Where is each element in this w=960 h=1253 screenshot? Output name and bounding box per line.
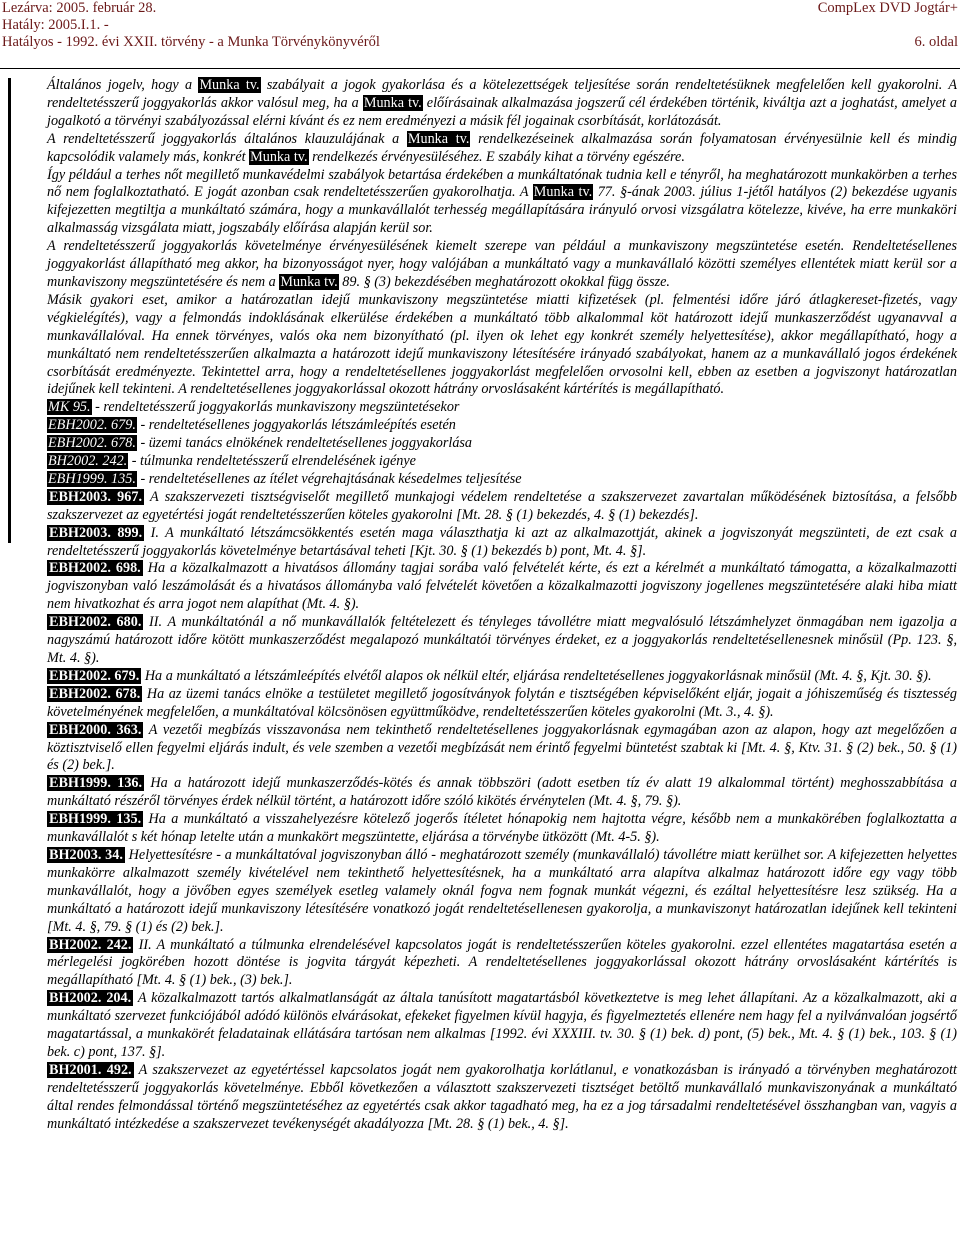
related-reference-text: - üzemi tanács elnökének rendeltetésellenes joggyakorlása xyxy=(136,435,473,452)
case-law-item xyxy=(47,560,957,614)
case-law-item xyxy=(47,811,957,847)
case-reference-link[interactable]: EBH2000. 363. xyxy=(49,721,142,738)
related-reference-link[interactable]: MK 95. xyxy=(48,399,91,416)
commentary-text: szabályait a jogok gyakorlása és a kötelezettségek teljesítése során rendeltetésüknek megfelelően kell gyakorolni. A rendeltetésszerű joggyakorlás akkor valósul meg, ha a xyxy=(47,77,957,111)
case-reference-link[interactable]: EBH2003. 967. xyxy=(49,488,142,505)
page-header xyxy=(0,0,960,68)
document-body xyxy=(47,77,957,1133)
case-summary-text: A szakszervezet az egyetértéssel kapcsolatos jogát nem gyakorolhatja korlátlanul, e vonatkozásban is irányadó a törvényben meghatározott rendeltetésszerű joggyakorlás követelménye. Ebből következően a választott szakszervezeti tisztséget betöltő munkavállaló munkaviszonyának a munkáltató által rendes felmondással történő megszüntetéséhez az egyetértés csak akkor tagadható meg, ha ez a jog társadalmi rendeltetésével összhangban van, vagyis a munkáltató intézkedése a szakszervezet tevékenységét akadályozza [Mt. 28. § (1) bek., 4. §]. xyxy=(47,1061,958,1132)
document-title: Hatályos - 1992. évi XXII. törvény - a Munka Törvénykönyvéről xyxy=(2,34,380,50)
case-reference-link[interactable]: EBH1999. 136. xyxy=(49,775,143,792)
case-summary-text: A szakszervezeti tisztségviselőt megillető munkajogi védelem rendeltetése a szakszervezet zavartalan működésének biztosítása, a felsőbb szakszervezet az egyetértési jogát rendeltetésszerűen köteles gyakorolni [Mt. 28. § (1) bekezdés, 4. § (1) bekezdés]. xyxy=(47,488,957,523)
case-law-item xyxy=(47,847,957,937)
related-reference-text: - rendeltetésszerű joggyakorlás munkaviszony megszüntetésekor xyxy=(91,399,460,416)
commentary-paragraph xyxy=(47,77,957,131)
related-reference-item xyxy=(47,417,957,435)
law-reference-link[interactable]: Munka tv. xyxy=(250,148,308,165)
case-law-item xyxy=(47,668,957,686)
case-summary-text: A vezetői megbízás visszavonása nem tekinthető rendeltetésellenes joggyakorlásnak egymagában azon az alapon, hogy azt megelőzően a köztisztviselő ellen fegyelmi eljárás indult, és vele szemben a vezetői megbízását nem érintő fegyelmi büntetést szabtak ki [Mt. 4. §, Ktv. 31. § (2) bek., 50. § (1) és (2) bek.]. xyxy=(47,721,957,774)
case-reference-link[interactable]: EBH2002. 698. xyxy=(49,560,141,577)
case-summary-text: Ha a munkáltató a létszámleépítés elvétől alapos ok nélkül eltér, eljárása rendeltetésellenes joggyakorlásnak minősül (Mt. 4. §, Kjt. 30. §). xyxy=(141,667,932,684)
commentary-section xyxy=(47,77,957,399)
related-reference-item xyxy=(47,471,957,489)
case-summary-text: Ha a közalkalmazott a hivatásos állomány tagjai sorába való felvételét kérte, és ezt a kérelmét a munkáltató támogatta, a közalkalmazotti jogviszonyban való leszámolását és a hivatásos állományba való felvételét követően a közalkalmazotti jogviszony jogellenes megszüntetésére alaki hiba miatt nem hivatkozhat és arra jogot nem alapíthat (Mt. 4. §). xyxy=(47,560,957,613)
related-reference-link[interactable]: EBH2002. 679. xyxy=(48,417,136,434)
effective-date: Hatály: 2005.I.1. - xyxy=(2,17,109,33)
commentary-text: A rendeltetésszerű joggyakorlás általános klauzulájának a xyxy=(47,130,407,147)
commentary-paragraph xyxy=(47,167,957,239)
case-law-item xyxy=(47,525,957,561)
case-law-item xyxy=(47,1062,957,1134)
case-summary-text: I. A munkáltató létszámcsökkentés esetén maga választhatja ki azt az alkalmazottját, akinek a jogviszonyát megszünteti, de ezt csak a rendeltetésszerű joggyakorlás követelménye betartásával teheti [Kjt. 30. § (1) bekezdés b) pont, Mt. 4. §]. xyxy=(47,524,957,559)
change-bar xyxy=(8,78,11,543)
related-reference-text: - túlmunka rendeltetésszerű elrendelésének igénye xyxy=(128,453,416,470)
related-reference-link[interactable]: BH2002. 242. xyxy=(48,453,128,470)
law-reference-link[interactable]: Munka tv. xyxy=(199,77,260,93)
case-law-item xyxy=(47,990,957,1062)
case-reference-link[interactable]: EBH2002. 679. xyxy=(49,667,140,684)
related-reference-item xyxy=(47,399,957,417)
case-summary-text: Ha a munkáltató a visszahelyezésre kötelező jogerős ítéletet hónapokig nem hajtotta végre, később nem a munkakörében foglalkoztatta a munkavállalót s két hónap letelte után a munkakört megszüntette, eljárása a törvénybe ütközött (Mt. 4-5. §). xyxy=(47,811,957,846)
case-summary-text: II. A munkáltatónál a nő munkavállalók feltételezett és tényleges távollétre miatt megvalósuló létszámhelyzet önmagában nem igazolja a nagyszámú határozott időre kötött munkaszerződést megalapozó munkáltatói törvényes érdeket, ez a joggyakorlás rendeltetésellenesnek minősül (Pp. 123. §, Mt. 4. §). xyxy=(47,614,957,666)
case-law-item xyxy=(47,686,957,722)
case-law-item xyxy=(47,614,957,668)
case-law-item xyxy=(47,489,957,525)
case-reference-link[interactable]: BH2002. 204. xyxy=(49,990,132,1007)
case-law-list xyxy=(47,489,957,1134)
case-reference-link[interactable]: EBH2003. 899. xyxy=(49,524,143,541)
product-name: CompLex DVD Jogtár+ xyxy=(817,0,958,16)
law-reference-link[interactable]: Munka tv. xyxy=(280,273,338,290)
related-references xyxy=(47,399,957,489)
case-reference-link[interactable]: BH2002. 242. xyxy=(49,936,132,953)
case-summary-text: Ha az üzemi tanács elnöke a testületet megillető jogosítványok folytán e tisztségében képviselőként eljár, jogait a jóhiszeműség és tisztesség követelményének megfelelően, a munkáltatóval kölcsönösen együttműködve, rendeltetésszerűen köteles gyakorolni (Mt. 3., 4. §). xyxy=(47,685,957,720)
related-reference-item xyxy=(47,453,957,471)
commentary-paragraph xyxy=(47,238,957,292)
commentary-text: 77. §-ának 2003. július 1-jétől hatályos (2) bekezdése ugyanis kifejezetten megtiltja a munkáltató számára, hogy a munkavállalót terhesség megállapítására irányuló orvosi vizsgálatra kötelezze, kivéve, ha erre munkaköri alkalmasság vizsgálata miatt, jogszabály előírása alapján kerül sor. xyxy=(47,184,958,237)
case-reference-link[interactable]: EBH1999. 135. xyxy=(49,811,142,828)
commentary-text: Általános jogelv, hogy a xyxy=(47,77,199,93)
related-reference-text: - rendeltetésellenes joggyakorlás létszámleépítés esetén xyxy=(136,417,456,434)
case-reference-link[interactable]: EBH2002. 678. xyxy=(49,685,141,702)
law-reference-link[interactable]: Munka tv. xyxy=(363,94,422,111)
related-reference-link[interactable]: EBH1999. 135. xyxy=(48,470,136,487)
commentary-text: Másik gyakori eset, amikor a határozatlan idejű munkaviszony megszüntetése miatti kifizetések (pl. felmentési időre járó átlagkereset-fizetés, vagy végkielégítés), vagy a felmondás indoklásának elkerülése érdekében a munkáltató több alkalommal köt határozott idejű munkaszerződést ugyanavval a munkavállalóval. Ha ennek törvényes, valós oka nem bizonyítható (pl. ilyen ok lehet egy konkrét személy helyettesítése), akkor megállapítható, hogy a munkáltató nem rendeltetésszerűen alkalmazta a határozott idejű munkaviszony létesítésére irányadó szabályokat, hanem az a munkavállaló jogos érdekének csorbítását eredményezte. Tekintettel arra, hogy a rendeltetésellenes joggyakorlást megfelelően orvosolni kell, ebben az esetben a jogviszonyt határozatlan idejűnek kell tekinteni. A rendeltetésellenes joggyakorlással okozott hátrány orvoslásaként kártérítés is megállapítható. xyxy=(47,291,957,398)
header-divider xyxy=(0,68,960,69)
commentary-text: rendelkezéseinek alkalmazása során folyamatosan érvényesülnie kell és mindig kapcsolódik valamely más, konkrét xyxy=(47,130,957,165)
case-law-item xyxy=(47,722,957,776)
case-reference-link[interactable]: BH2001. 492. xyxy=(49,1061,132,1078)
case-law-item xyxy=(47,775,957,811)
case-reference-link[interactable]: EBH2002. 680. xyxy=(49,614,142,631)
case-summary-text: Ha a határozott idejű munkaszerződés-kötés és annak többszöri (adott esetben tíz év alatt 19 alkalommal történt) meghosszabbítása a munkáltató részéről törvényes érdek nélkül történt, a határozott időre szóló kikötés érvénytelen (Mt. 4. §, 79. §). xyxy=(47,775,957,810)
law-reference-link[interactable]: Munka tv. xyxy=(533,184,593,201)
case-law-item xyxy=(47,937,957,991)
closing-date: Lezárva: 2005. február 28. xyxy=(2,0,157,16)
commentary-text: rendelkezés érvényesüléséhez. E szabály kihat a törvény egészére. xyxy=(308,148,685,165)
related-reference-text: - rendeltetésellenes az ítélet végrehajtásának késedelmes teljesítése xyxy=(136,470,522,487)
law-reference-link[interactable]: Munka tv. xyxy=(407,130,470,147)
page-number: 6. oldal xyxy=(914,34,958,50)
case-summary-text: Helyettesítésre - a munkáltatóval jogviszonyban álló - meghatározott személy (munkavállaló) távollétre miatt kerülhet sor. A kifejezetten helyettes munkakörre alkalmazott személy kivételével nem tekinthető helyettesítésnek, ha a munkáltató arra alapítva alkalmaz határozott időre egy vagy több munkavállalót, hogy a jövőben egyes személyek esetleg valamely oknál fogva nem fognak munkát végezni, és ezáltal helyettesítésre lesz szükség. Ha a munkáltató a határozott idejű munkaviszony létesítésére vonatkozó jogát rendeltetésellenesen gyakorolja, a munkaviszonyt határozatlan idejűnek kell tekinteni [Mt. 4. §, 79. § (1) és (2) bek.]. xyxy=(47,846,957,935)
related-reference-link[interactable]: EBH2002. 678. xyxy=(48,435,136,452)
case-summary-text: A közalkalmazott tartós alkalmatlanságát az általa tanúsított magatartásból következtetve is meg lehet állapítani. Az a közalkalmazott, aki a munkáltató szervezet funkciójából adódó különös elvárásokat, efekeket figyelmen kívül hagyja, és figyelmeztetés ellenére nem hagy fel a nyilvánvalóan jogsértő magatartással, a munkakörét feladatainak ellátására tartósan nem alkalmas [1992. évi XXXIII. tv. 30. § (1) bek. d) pont, (5) bek., Mt. 4. § (1) bek., 103. § (1) bek. c) pont, 137. §]. xyxy=(47,990,957,1060)
commentary-text: előírásainak alkalmazása jogszerű cél érdekében történik, kiváltja azt a joghatást, amelyet a jogalkotó a törvényi szabályozással elérni kívánt és ez nem eredményezi a másik fél jogainak csorbítását, korlátozását. xyxy=(47,94,957,129)
related-reference-item xyxy=(47,435,957,453)
commentary-text: Így például a terhes nőt megillető munkavédelmi szabályok betartása érdekében a munkáltatónak tudnia kell e tényről, ha meghatározott munkakörben a terhes nő nem foglalkoztatható. E jogát azonban csak rendeltetésszerűen gyakorolhatja. A xyxy=(47,166,957,201)
case-summary-text: II. A munkáltató a túlmunka elrendelésével kapcsolatos jogát is rendeltetésszerűen köteles gyakorolni. ezzel ellentétes magatartása esetén a mérlegelési jogkörében hozott döntése is jogvita tárgyát képezheti. A rendeltetésellenes joggyakorlással okozott hátrány orvoslásaként kártérítés is megállapítható [Mt. 4. § (1) bek., (3) bek.]. xyxy=(47,936,957,989)
commentary-text: 89. § (3) bekezdésében meghatározott okokkal függ össze. xyxy=(338,273,670,290)
commentary-text: A rendeltetésszerű joggyakorlás követelménye érvényesülésének kiemelt szerepe van például a munkaviszony megszüntetése esetén. Rendeltetésellenes joggyakorlást állapítható meg akkor, ha bizonyosságot nyer, hogy valójában a munkáltató vagy a munkavállaló közötti személyes ellentétek miatt kerül sor a munkaviszony megszüntetésére és nem a xyxy=(47,238,957,290)
commentary-paragraph xyxy=(47,292,957,399)
case-reference-link[interactable]: BH2003. 34. xyxy=(49,846,123,863)
commentary-paragraph xyxy=(47,131,957,167)
